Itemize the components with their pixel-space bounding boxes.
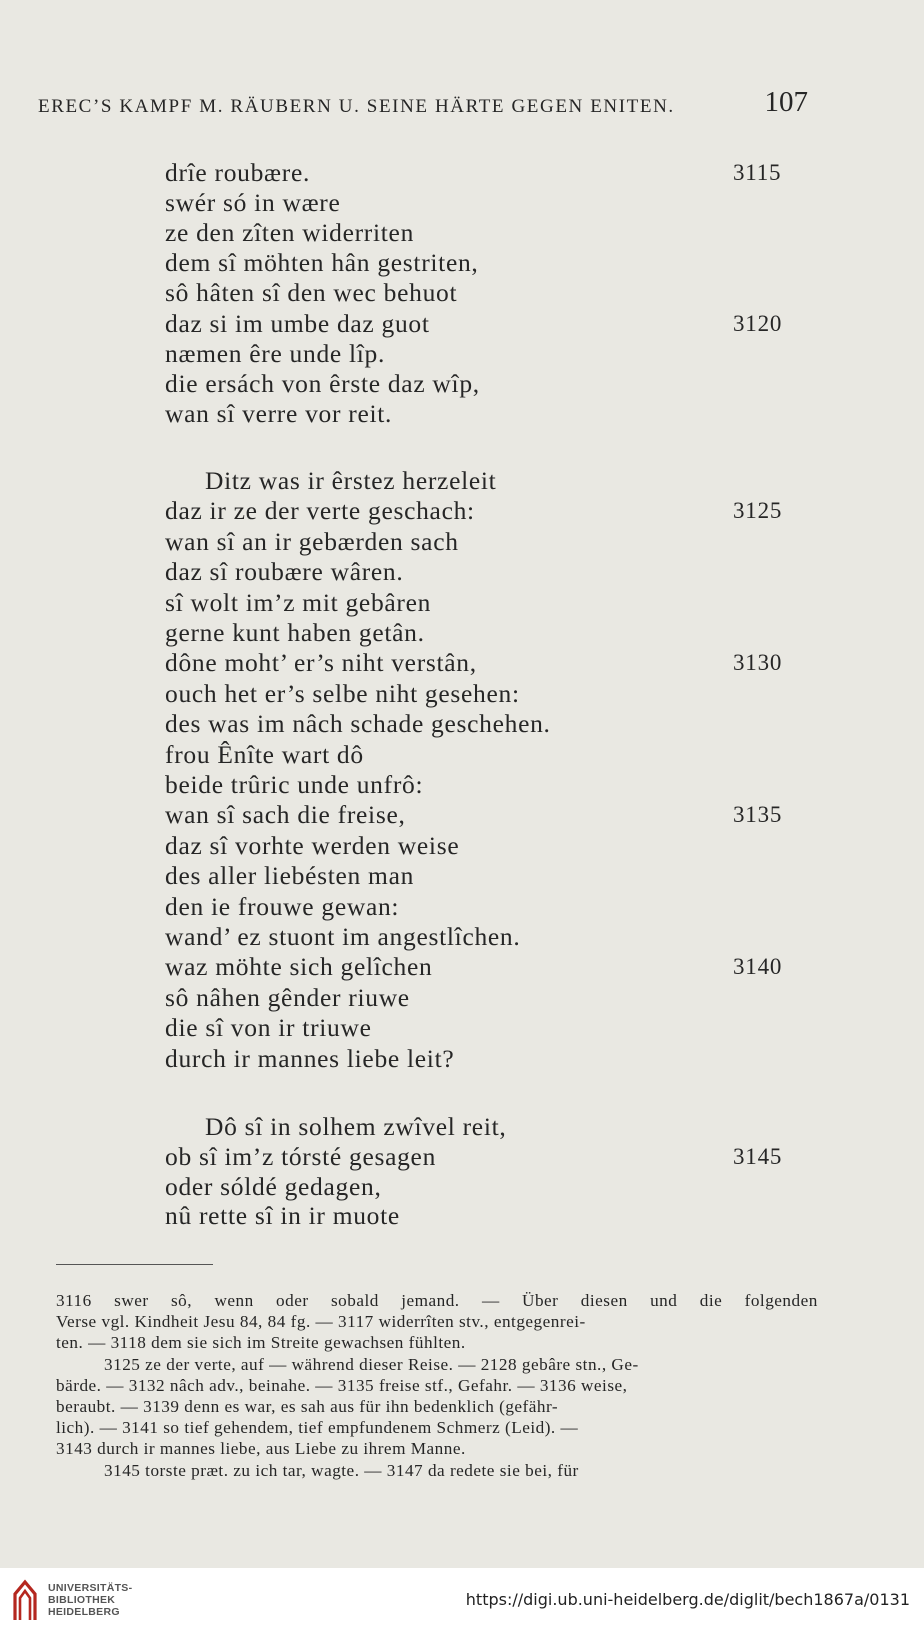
verse-line: oder sóldé gedagen,: [165, 1171, 382, 1201]
footnote-line: 3116 swer sô, wenn oder sobald jemand. — Über diesen und die folgenden: [56, 1291, 818, 1310]
university-library-logo-icon: [11, 1578, 39, 1622]
verse-line: sî wolt im’z mit gebâren: [165, 587, 432, 617]
verse-line: nû rette sî in ir muote: [165, 1201, 400, 1231]
footnote-line: bärde. — 3132 nâch adv., beinahe. — 3135 freise stf., Gefahr. — 3136 weise,: [56, 1375, 628, 1395]
footnote-divider: [56, 1264, 213, 1265]
verse-number: 3140: [733, 954, 783, 980]
verse-line: wan sî verre vor reit.: [165, 398, 393, 428]
verse-number: 3115: [733, 160, 782, 185]
verse-line: des was im nâch schade geschehen.: [165, 709, 551, 739]
verse-line: ze den zîten widerriten: [165, 218, 415, 248]
viewer-footer: [0, 1568, 924, 1631]
verse-line: die ersách von êrste daz wîp,: [165, 368, 480, 398]
verse-line: daz sî roubære wâren.: [165, 557, 404, 587]
verse-line: ouch het er’s selbe niht gesehen:: [165, 678, 520, 708]
library-name: UNIVERSITÄTS- BIBLIOTHEK HEIDELBERG: [48, 1582, 133, 1618]
page-number: 107: [764, 86, 808, 118]
verse-line: wan sî an ir gebærden sach: [165, 526, 459, 556]
verse-number: 3135: [733, 802, 783, 828]
verse-line: frou Ênîte wart dô: [165, 739, 364, 769]
verse-number: 3145: [733, 1143, 783, 1169]
verse-line: wan sî sach die freise,: [165, 800, 406, 830]
verse-number: 3130: [733, 650, 783, 676]
verse-line: des aller liebésten man: [165, 861, 415, 891]
footnote-line: Verse vgl. Kindheit Jesu 84, 84 fg. — 3117 widerrîten stv., entgegenrei-: [56, 1312, 586, 1332]
verse-line: Dô sî in solhem zwîvel reit,: [205, 1112, 507, 1141]
footnote-line: 3143 durch ir mannes liebe, aus Liebe zu ihrem Manne.: [56, 1439, 466, 1459]
verse-line: Ditz was ir êrstez herzeleit: [205, 466, 497, 495]
verse-line: sô nâhen gênder riuwe: [165, 982, 410, 1012]
footnote-line: 3125 ze der verte, auf — während dieser Reise. — 2128 gebâre stn., Ge-: [104, 1354, 639, 1374]
verse-line: næmen êre unde lîp.: [165, 338, 386, 368]
verse-line: waz möhte sich gelîchen: [165, 952, 433, 982]
verse-line: sô hâten sî den wec behuot: [165, 278, 458, 308]
verse-line: den ie frouwe gewan:: [165, 891, 400, 921]
verse-number: 3125: [733, 498, 783, 524]
footnote-line: beraubt. — 3139 denn es war, es sah aus für ihn bedenklich (gefähr-: [56, 1396, 559, 1416]
verse-line: swér só in wære: [165, 188, 341, 218]
verse-line: die sî von ir triuwe: [165, 1013, 372, 1043]
verse-line: dône moht’ er’s niht verstân,: [165, 648, 477, 678]
footnote-line: lich). — 3141 so tief gehendem, tief empfundenem Schmerz (Leid). —: [56, 1418, 579, 1438]
verse-line: gerne kunt haben getân.: [165, 618, 425, 647]
verse-line: beide trûric unde unfrô:: [165, 770, 424, 799]
footnote-line: ten. — 3118 dem sie sich im Streite gewachsen fühlten.: [56, 1333, 466, 1353]
footnote-line: 3145 torste præt. zu ich tar, wagte. — 3147 da redete sie bei, für: [104, 1460, 579, 1480]
verse-number: 3120: [733, 310, 783, 336]
running-title: EREC’S KAMPF M. RÄUBERN U. SEINE HÄRTE GEGEN ENITEN.: [38, 96, 675, 117]
verse-line: durch ir mannes liebe leit?: [165, 1043, 455, 1073]
footnotes: [56, 1290, 818, 1481]
verse-line: dem sî möhten hân gestriten,: [165, 248, 479, 278]
verse-line: daz si im umbe daz guot: [165, 308, 430, 338]
verse-line: drîe roubære.: [165, 158, 311, 187]
verse-line: wand’ ez stuont im angestlîchen.: [165, 922, 521, 951]
verse-line: daz ir ze der verte geschach:: [165, 496, 475, 526]
verse-line: ob sî im’z tórsté gesagen: [165, 1141, 437, 1171]
permalink-url[interactable]: https://digi.ub.uni-heidelberg.de/diglit/bech1867a/0131: [465, 1590, 910, 1609]
page-header: [38, 86, 808, 120]
verse-line: daz sî vorhte werden weise: [165, 830, 460, 860]
